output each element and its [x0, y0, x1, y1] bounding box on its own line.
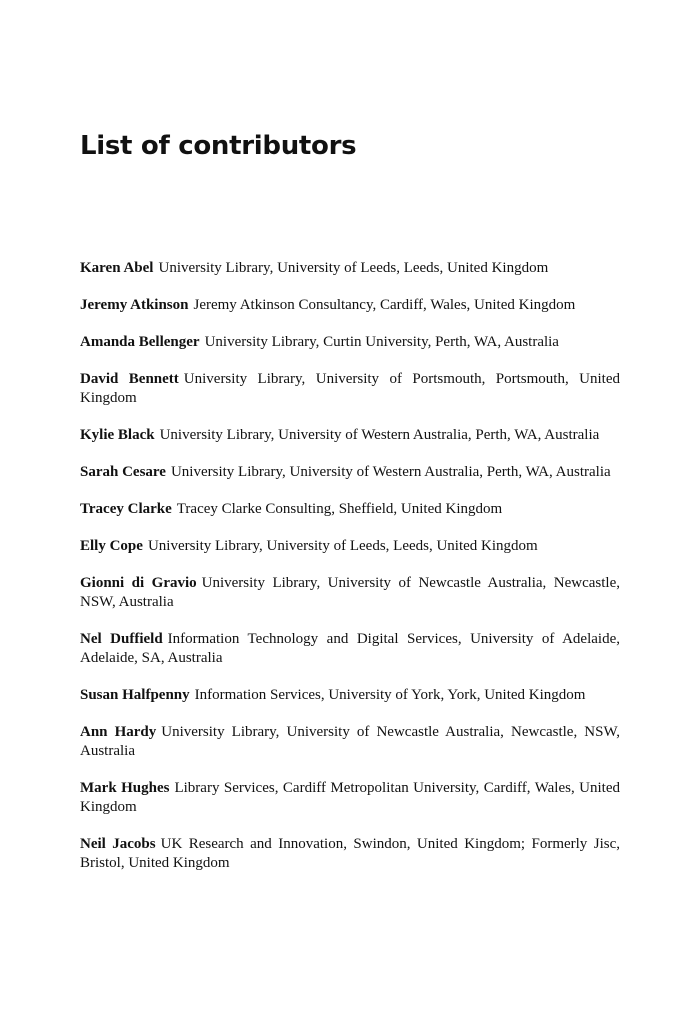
contributor-name: Mark Hughes — [80, 780, 170, 796]
contributor-entry — [80, 426, 620, 445]
contributor-entry — [80, 686, 620, 705]
contributor-entry — [80, 723, 620, 761]
contributor-entry — [80, 779, 620, 817]
contributor-name: Tracey Clarke — [80, 501, 172, 517]
contributor-affiliation: University Library, University of Portsmouth, Portsmouth, United Kingdom — [80, 371, 620, 406]
contributor-affiliation: University Library, University of Leeds, Leeds, United Kingdom — [147, 538, 538, 554]
contributor-entry — [80, 537, 620, 556]
contributor-entry — [80, 259, 620, 278]
contributor-entry — [80, 333, 620, 352]
contributor-entry — [80, 630, 620, 668]
contributor-affiliation: Jeremy Atkinson Consultancy, Cardiff, Wales, United Kingdom — [193, 297, 576, 313]
contributor-name: Elly Cope — [80, 538, 143, 554]
contributor-name: Susan Halfpenny — [80, 687, 190, 703]
contributor-entry — [80, 370, 620, 408]
contributor-name: David Bennett — [80, 371, 179, 387]
contributor-affiliation: Information Services, University of York, York, United Kingdom — [194, 687, 586, 703]
contributor-affiliation: University Library, University of Western Australia, Perth, WA, Australia — [159, 427, 600, 443]
contributor-affiliation: Information Technology and Digital Services, University of Adelaide, Adelaide, SA, Australia — [80, 631, 620, 666]
contributor-affiliation: University Library, University of Western Australia, Perth, WA, Australia — [170, 464, 611, 480]
contributor-affiliation: University Library, University of Leeds, Leeds, United Kingdom — [158, 260, 549, 276]
contributor-name: Ann Hardy — [80, 724, 157, 740]
contributor-name: Karen Abel — [80, 260, 154, 276]
contributor-affiliation: University Library, University of Newcastle Australia, Newcastle, NSW, Australia — [80, 724, 620, 759]
contributor-entry — [80, 296, 620, 315]
contributor-entry — [80, 835, 620, 873]
contributor-affiliation: University Library, Curtin University, Perth, WA, Australia — [204, 334, 559, 350]
contributor-entry — [80, 574, 620, 612]
contributor-name: Nel Duffield — [80, 631, 163, 647]
contributor-affiliation: UK Research and Innovation, Swindon, United Kingdom; Formerly Jisc, Bristol, United Kingdom — [80, 836, 620, 871]
contributor-name: Jeremy Atkinson — [80, 297, 189, 313]
contributor-name: Neil Jacobs — [80, 836, 156, 852]
contributor-name: Gionni di Gravio — [80, 575, 197, 591]
contributor-name: Kylie Black — [80, 427, 155, 443]
contributor-list — [80, 259, 620, 891]
contributor-name: Amanda Bellenger — [80, 334, 200, 350]
contributor-affiliation: University Library, University of Newcastle Australia, Newcastle, NSW, Australia — [80, 575, 620, 610]
contributor-entry — [80, 463, 620, 482]
contributor-name: Sarah Cesare — [80, 464, 166, 480]
page-title: List of contributors — [80, 131, 357, 161]
contributor-entry — [80, 500, 620, 519]
contributor-affiliation: Tracey Clarke Consulting, Sheffield, United Kingdom — [176, 501, 503, 517]
contributor-affiliation: Library Services, Cardiff Metropolitan University, Cardiff, Wales, United Kingdom — [80, 780, 620, 815]
